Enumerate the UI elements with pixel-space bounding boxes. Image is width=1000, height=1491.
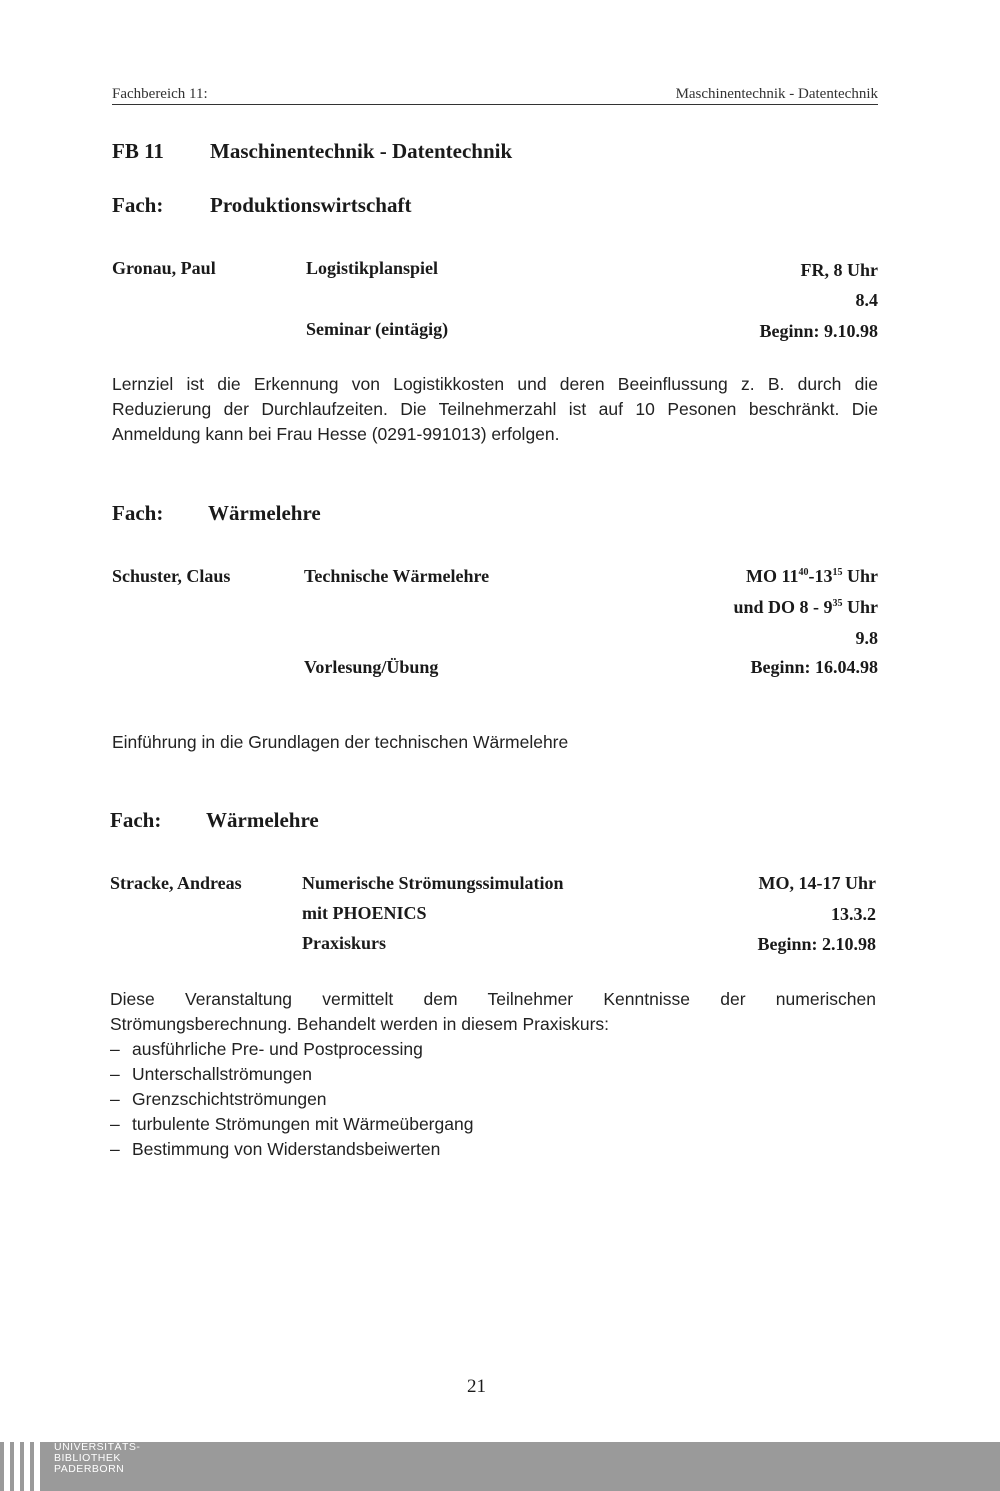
course-room: 13.3.2	[831, 904, 876, 924]
fach-name: Wärmelehre	[208, 501, 321, 525]
course-type: Seminar (eintägig)	[306, 319, 449, 339]
list-item: – Bestimmung von Widerstandsbeiwerten	[110, 1137, 876, 1162]
list-item: – Unterschallströmungen	[110, 1062, 876, 1087]
course-time-part: -13	[808, 566, 833, 586]
library-footer-bar	[0, 1442, 1000, 1491]
course-time-part: Uhr	[842, 597, 878, 617]
fach-label: Fach:	[110, 808, 162, 832]
lecturer: Schuster, Claus	[112, 566, 231, 586]
topic-list	[110, 1037, 876, 1162]
running-header-left: Fachbereich 11:	[112, 86, 208, 102]
page-number: 21	[467, 1376, 486, 1397]
header-rule	[112, 104, 878, 105]
faculty-code: FB 11	[112, 139, 164, 163]
course-begin: Beginn: 16.04.98	[750, 657, 878, 677]
course-type: Praxiskurs	[302, 933, 387, 953]
course-title: Numerische Strömungssimulation	[302, 873, 564, 893]
course-time-part: MO 11	[746, 566, 799, 586]
course-time-part: Uhr	[842, 566, 878, 586]
course-begin: Beginn: 2.10.98	[757, 934, 876, 954]
course-time-second	[600, 597, 878, 618]
time-superscript: 40	[798, 567, 809, 578]
course-title: Logistikplanspiel	[306, 258, 439, 278]
course-time-part: und DO 8 - 9	[733, 597, 833, 617]
time-superscript: 35	[832, 598, 843, 609]
lecturer: Stracke, Andreas	[110, 873, 242, 893]
library-logo-text	[54, 1442, 140, 1475]
course-description: Diese Veranstaltung vermittelt dem Teilnehmer Kenntnisse der numerischen Strömungsberechnung. Behandelt werden in diesem Praxiskurs:	[110, 989, 876, 1034]
course-room: 8.4	[855, 290, 878, 310]
fach-name: Wärmelehre	[206, 808, 319, 832]
course-type: Vorlesung/Übung	[304, 657, 439, 677]
course-title-line2: mit PHOENICS	[302, 903, 427, 923]
faculty-name: Maschinentechnik - Datentechnik	[210, 139, 513, 163]
list-item: – Grenzschichtströmungen	[110, 1087, 876, 1112]
course-begin: Beginn: 9.10.98	[759, 321, 878, 341]
course-title: Technische Wärmelehre	[304, 566, 490, 586]
course-time: MO, 14-17 Uhr	[758, 873, 876, 893]
course-description: Lernziel ist die Erkennung von Logistikkosten und deren Beeinflussung z. B. durch die Reduzierung der Durchlaufzeiten. Die Teilnehmerzahl ist auf 10 Pesonen beschränkt. Die Anmeldung kann bei Frau Hesse (0291-991013) erfolgen.	[112, 374, 878, 444]
fach-name: Produktionswirtschaft	[210, 193, 412, 217]
course-time	[600, 566, 878, 587]
course-room: 9.8	[855, 628, 878, 648]
course-description: Einführung in die Grundlagen der technischen Wärmelehre	[112, 732, 569, 752]
library-name-line1: UNIVERSITÄTS-	[54, 1441, 141, 1453]
lecturer: Gronau, Paul	[112, 258, 216, 278]
time-superscript: 15	[832, 567, 843, 578]
course-time: FR, 8 Uhr	[800, 260, 878, 280]
running-header-right: Maschinentechnik - Datentechnik	[675, 86, 878, 102]
list-item: – ausführliche Pre- und Postprocessing	[110, 1037, 876, 1062]
library-name-line3: PADERBORN	[54, 1463, 125, 1475]
fach-label: Fach:	[112, 193, 164, 217]
fach-label: Fach:	[112, 501, 164, 525]
library-name-line2: BIBLIOTHEK	[54, 1452, 121, 1464]
list-item: – turbulente Strömungen mit Wärmeübergang	[110, 1112, 876, 1137]
